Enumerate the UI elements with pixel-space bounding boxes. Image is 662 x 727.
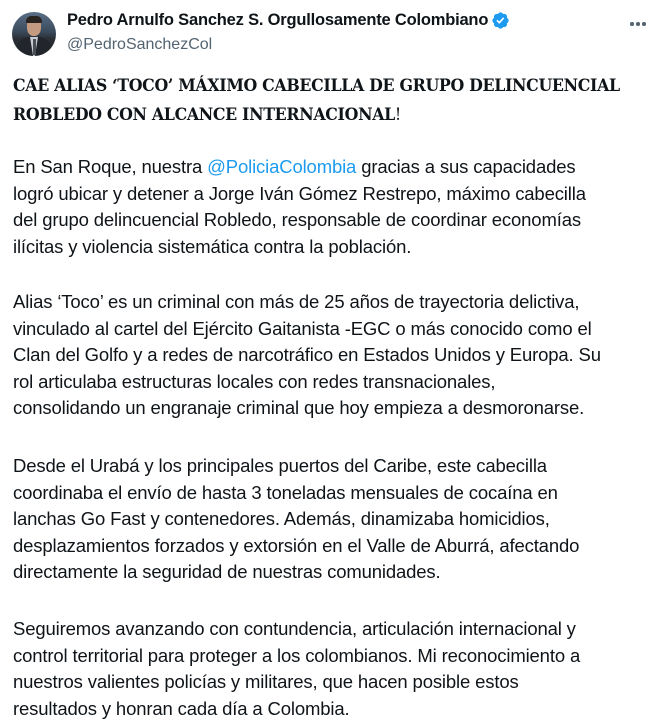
avatar[interactable] [12, 12, 56, 56]
paragraph-line: vinculado al cartel del Ejército Gaitanista -EGC o más conocido como el [13, 317, 592, 339]
more-options-button[interactable] [626, 14, 650, 34]
more-horizontal-icon-dot [636, 22, 640, 26]
post-headline [13, 72, 620, 130]
paragraph-line: ilícitas y violencia sistemática contra la población. [13, 235, 412, 257]
avatar-hair-shape [26, 16, 42, 23]
paragraph-line: del grupo delincuencial Robledo, responsable de coordinar economías [13, 209, 581, 230]
post-paragraph-1 [13, 154, 586, 260]
paragraph-line: Desde el Urabá y los principales puertos del Caribe, este cabecilla [13, 455, 547, 476]
headline-line-2-text: ROBLEDO CON ALCANCE INTERNACIONAL [13, 105, 395, 125]
paragraph-line: coordinaba el envío de hasta 3 toneladas mensuales de cocaína en [13, 481, 558, 503]
post-paragraph-4 [13, 616, 580, 722]
post-paragraph-3 [13, 453, 579, 586]
paragraph-line [13, 154, 586, 181]
post-header [0, 0, 662, 70]
paragraph-line: control territorial para proteger a los colombianos. Mi reconocimiento a [13, 644, 581, 666]
paragraph-text: En San Roque, nuestra [13, 156, 208, 177]
verified-badge-icon[interactable] [491, 11, 510, 30]
paragraph-line: rol articulaba estructuras locales con redes transnacionales, [13, 370, 496, 392]
paragraph-line: nuestros valientes policías y militares, que hacen posible estos [13, 671, 519, 692]
post-paragraph-2 [13, 289, 601, 422]
paragraph-line: logró ubicar y detener a Jorge Iván Gómez Restrepo, máximo cabecilla [13, 182, 586, 204]
headline-line-2 [13, 101, 608, 130]
post-body [13, 72, 653, 719]
paragraph-line: consolidando un engranaje criminal que hoy empieza a desmoronarse. [13, 397, 585, 418]
more-horizontal-icon-dot [642, 22, 646, 26]
author-display-name[interactable]: Pedro Arnulfo Sanchez S. Orgullosamente Colombiano [67, 11, 489, 29]
headline-exclamation: ! [394, 105, 401, 125]
avatar-tie-shape [33, 39, 36, 55]
paragraph-text: gracias a sus capacidades [356, 156, 576, 177]
paragraph-line: lanchas Go Fast y contenedores. Además, dinamizaba homicidios, [13, 508, 550, 529]
more-horizontal-icon-dot [630, 22, 634, 26]
paragraph-line: Seguiremos avanzando con contundencia, articulación internacional y [13, 618, 576, 639]
headline-line-1: CAE ALIAS ‘TOCO’ MÁXIMO CABECILLA DE GRUPO DELINCUENCIAL [13, 76, 620, 96]
mention-link[interactable]: @PoliciaColombia [207, 156, 357, 177]
paragraph-line: desplazamientos forzados y extorsión en el Valle de Aburrá, afectando [13, 534, 580, 556]
paragraph-line: resultados y honran cada día a Colombia. [13, 697, 350, 719]
paragraph-line: Alias ‘Toco’ es un criminal con más de 25 años de trayectoria delictiva, [13, 291, 580, 312]
author-name-row[interactable] [67, 11, 510, 30]
author-handle[interactable]: @PedroSanchezCol [67, 36, 213, 53]
paragraph-line: Clan del Golfo y a redes de narcotráfico en Estados Unidos y Europa. Su [13, 344, 601, 365]
paragraph-line: directamente la seguridad de nuestras comunidades. [13, 561, 441, 582]
